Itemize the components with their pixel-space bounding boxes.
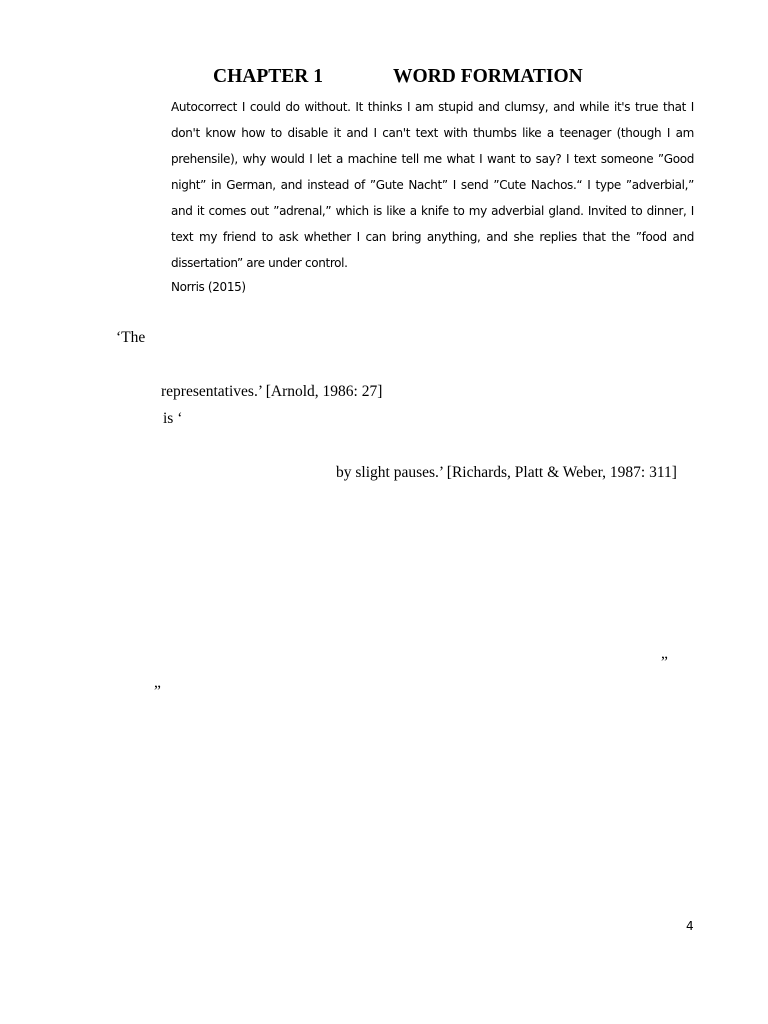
text-fragment-arnold-citation: representatives.’ [Arnold, 1986: 27]: [161, 383, 383, 400]
epigraph-source: Norris (2015): [171, 280, 246, 294]
text-fragment-richards-citation: by slight pauses.’ [Richards, Platt & Weber, 1987: 311]: [336, 464, 677, 481]
quote-mark-fragment: „: [661, 645, 668, 662]
page-number: 4: [686, 919, 694, 933]
epigraph-quote: Autocorrect I could do without. It thinks I am stupid and clumsy, and while it's true that I don't know how to disable it and I can't text with thumbs like a teenager (though I am prehensile), why would I let a machine tell me what I want to say? I text someone ”Good night” in German, and instead of ”Gute Nacht” I send ”Cute Nachos.“ I type ”adverbial,” and it comes out ”adrenal,” which is like a knife to my adverbial gland. Invited to dinner, I text my friend to ask whether I can bring anything, and she replies that the ”food and dissertation” are under control.: [171, 100, 694, 270]
quote-mark-fragment: „: [154, 674, 161, 691]
chapter-number: CHAPTER 1: [213, 66, 323, 87]
text-fragment-the: ‘The: [116, 329, 146, 346]
chapter-title: WORD FORMATION: [393, 66, 583, 87]
text-fragment-is: is ‘: [163, 410, 183, 427]
